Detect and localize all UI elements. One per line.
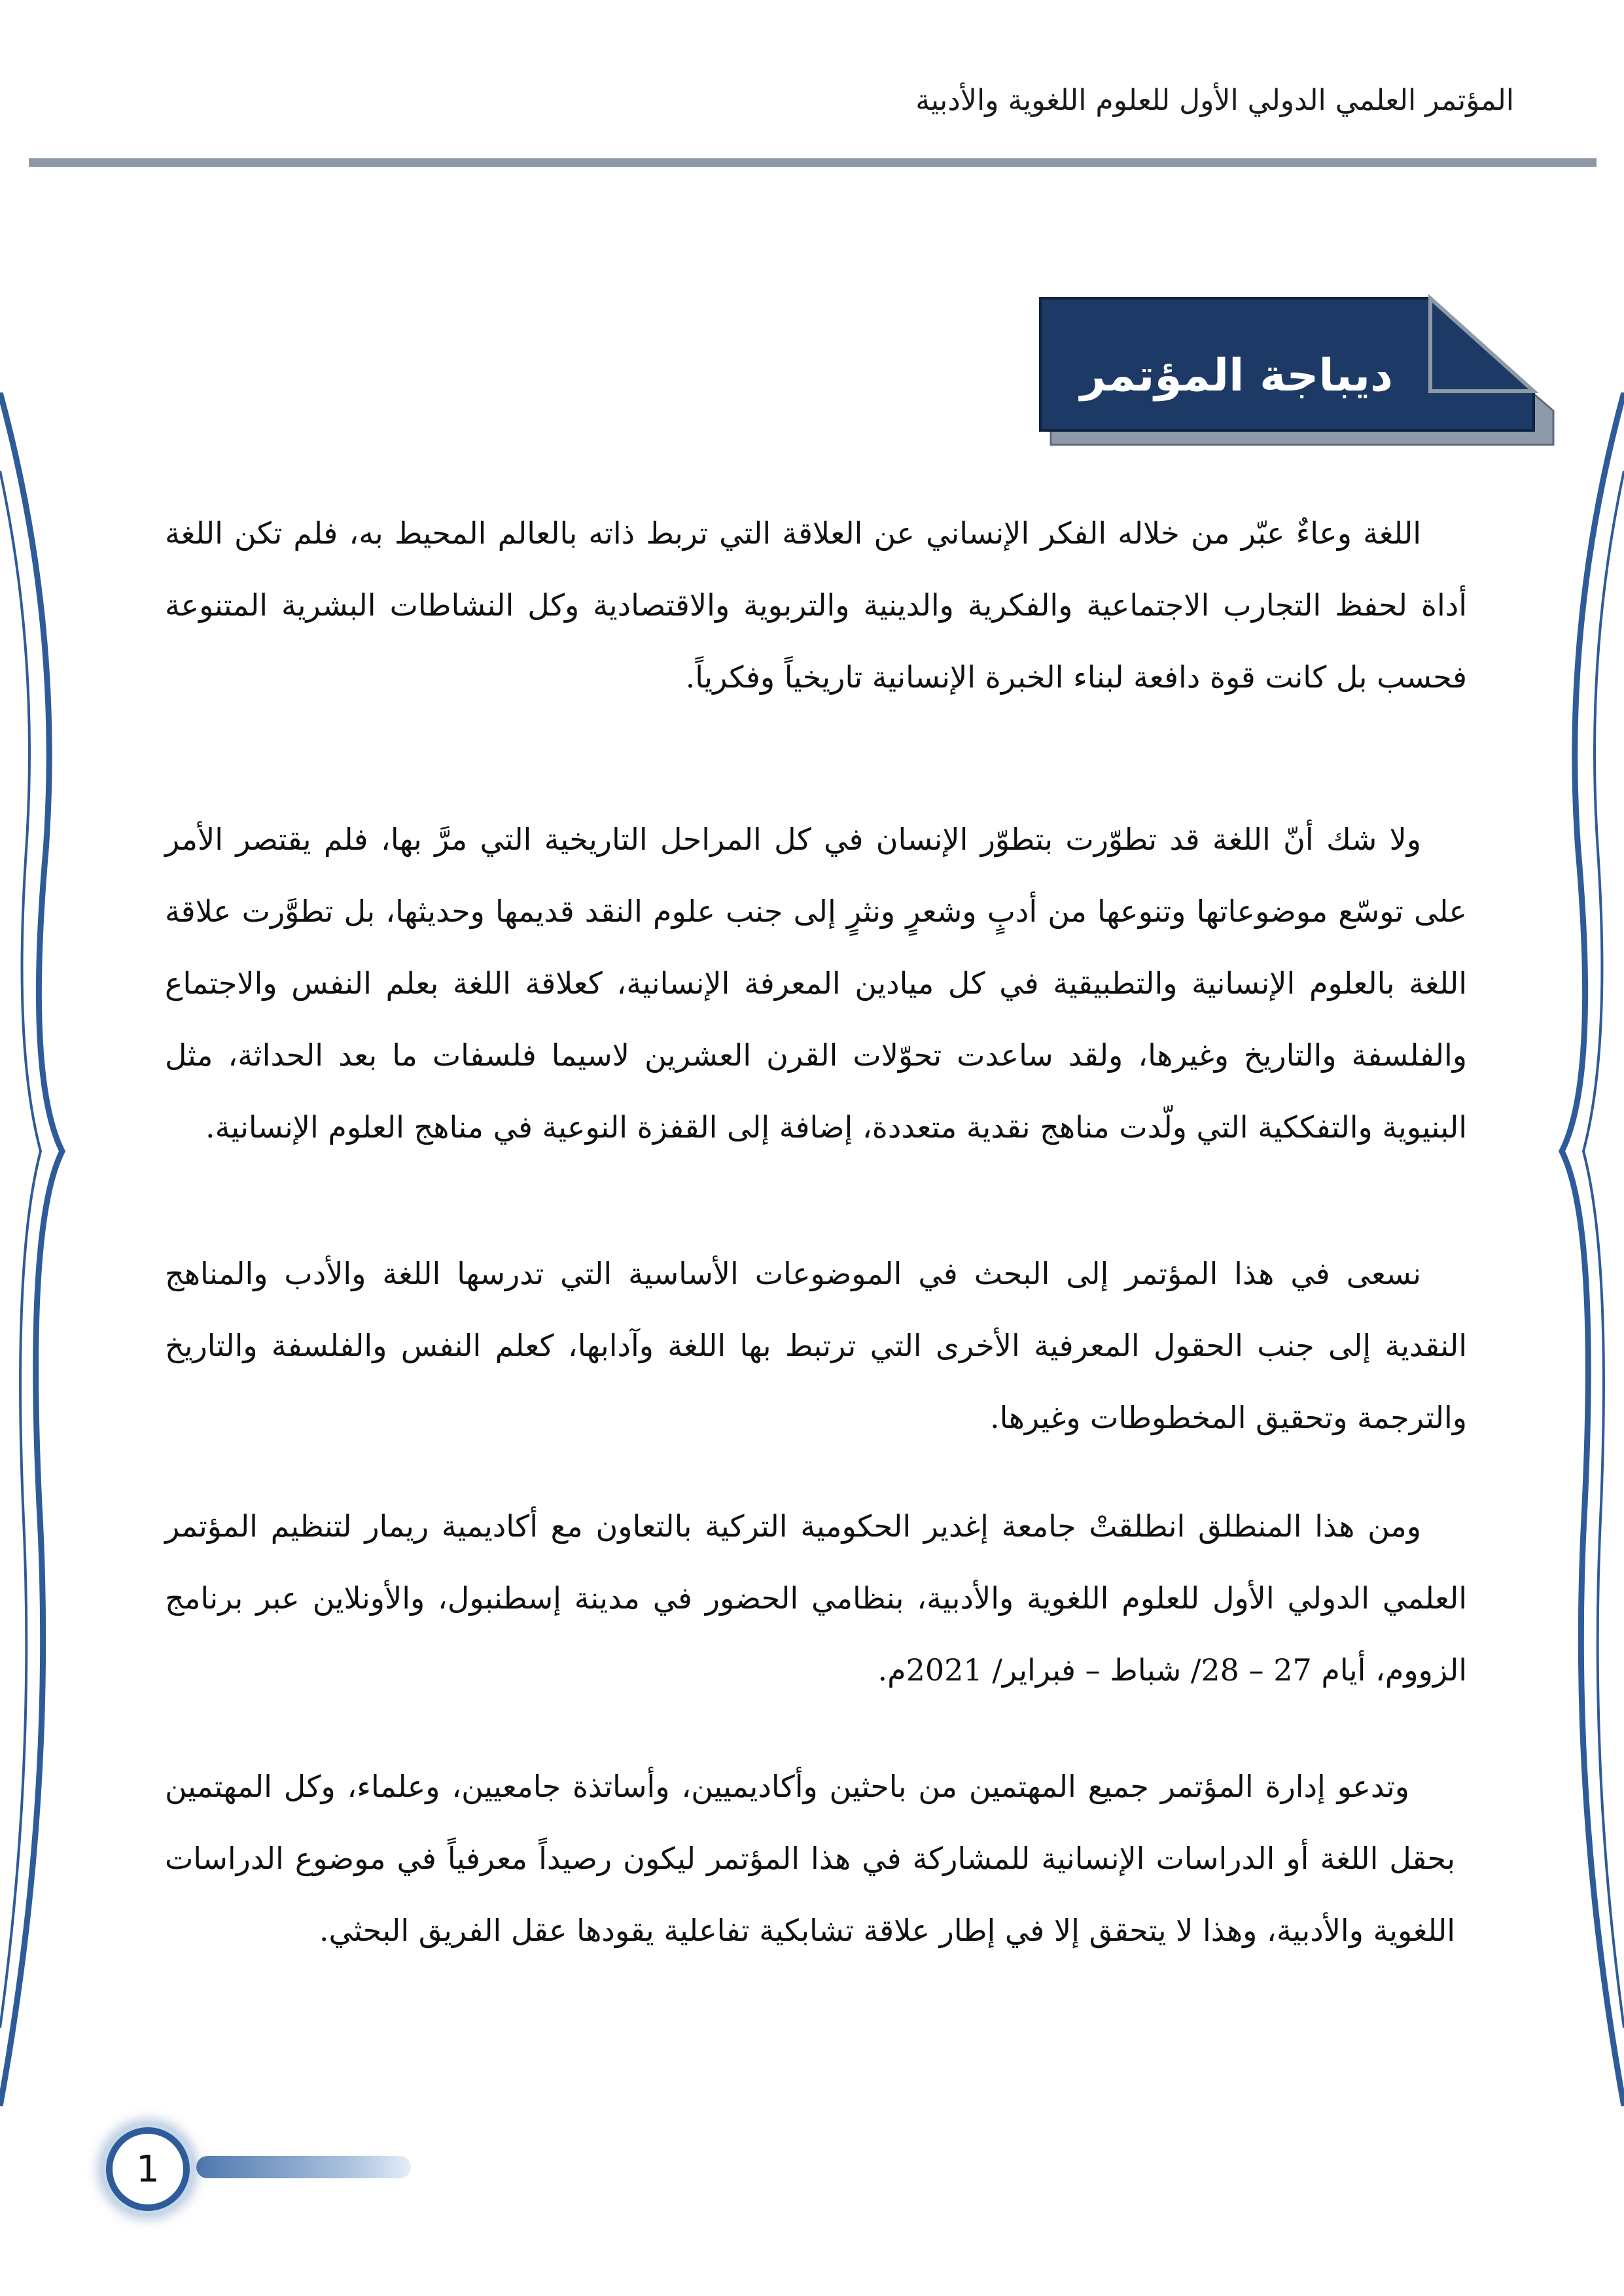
page-number-bar [196, 2156, 411, 2178]
paragraph-conference-goals: نسعى في هذا المؤتمر إلى البحث في الموضوعات الأساسية التي تدرسها اللغة والأدب والمناهج النقدية إلى جنب الحقول المعرفية الأخرى التي ترتبط بها اللغة وآدابها، كعلم النفس والفلسفة والتاريخ والترجمة وتحقيق المخطوطات وغيرها. [165, 1256, 1467, 1435]
section-title: ديباجة المؤتمر [1080, 349, 1394, 402]
paragraph-organizers: ومن هذا المنطلق انطلقتْ جامعة إغدير الحكومية التركية بالتعاون مع أكاديمية ريمار لتنظيم المؤتمر العلمي الدولي الأول للعلوم اللغوية والأدبية، بنظامي الحضور في مدينة إسطنبول، والأونلاين عبر برنامج الزووم، أيام 27 – 28/ شباط – فبراير/ 2021م. [165, 1508, 1467, 1688]
right-border-ornament [1552, 392, 1624, 2106]
page-number: 1 [106, 2127, 190, 2211]
left-border-ornament [0, 392, 72, 2106]
running-header-title: المؤتمر العلمي الدولي الأول للعلوم اللغوية والأدبية [915, 84, 1514, 117]
paragraph-invitation: وتدعو إدارة المؤتمر جميع المهتمين من باحثين وأكاديميين، وأساتذة جامعيين، وعلماء، وكل المهتمين بحقل اللغة أو الدراسات الإنسانية للمشاركة في هذا المؤتمر ليكون رصيداً معرفياً في موضوع الدراسات اللغوية والأدبية، وهذا لا يتحقق إلا في إطار علاقة تشابكية تفاعلية يقودها عقل الفريق البحثي. [165, 1769, 1455, 1948]
paragraph-language-development: ولا شك أنّ اللغة قد تطوّرت بتطوّر الإنسان في كل المراحل التاريخية التي مرَّ بها، فلم يقتصر الأمر على توسّع موضوعاتها وتنوعها من أدبٍ وشعرٍ ونثرٍ إلى جنب علوم النقد قديمها وحديثها، بل تطوَّرت علاقة اللغة بالعلوم الإنسانية والتطبيقية في كل ميادين المعرفة الإنسانية، كعلاقة اللغة بعلم النفس والاجتماع والفلسفة والتاريخ وغيرها، ولقد ساعدت تحوّلات القرن العشرين لاسيما فلسفات ما بعد الحداثة، مثل البنيوية والتفككية التي ولّدت مناهج نقدية متعددة، إضافة إلى القفزة النوعية في مناهج العلوم الإنسانية. [165, 822, 1467, 1145]
header-divider [29, 158, 1597, 167]
paragraph-intro: اللغة وعاءٌ عبّر من خلاله الفكر الإنساني عن العلاقة التي تربط ذاته بالعالم المحيط به، فلم تكن اللغة أداة لحفظ التجارب الاجتماعية والفكرية والدينية والتربوية والاقتصادية وكل النشاطات البشرية المتنوعة فحسب بل كانت قوة دافعة لبناء الخبرة الإنسانية تاريخياً وفكرياً. [165, 515, 1467, 695]
